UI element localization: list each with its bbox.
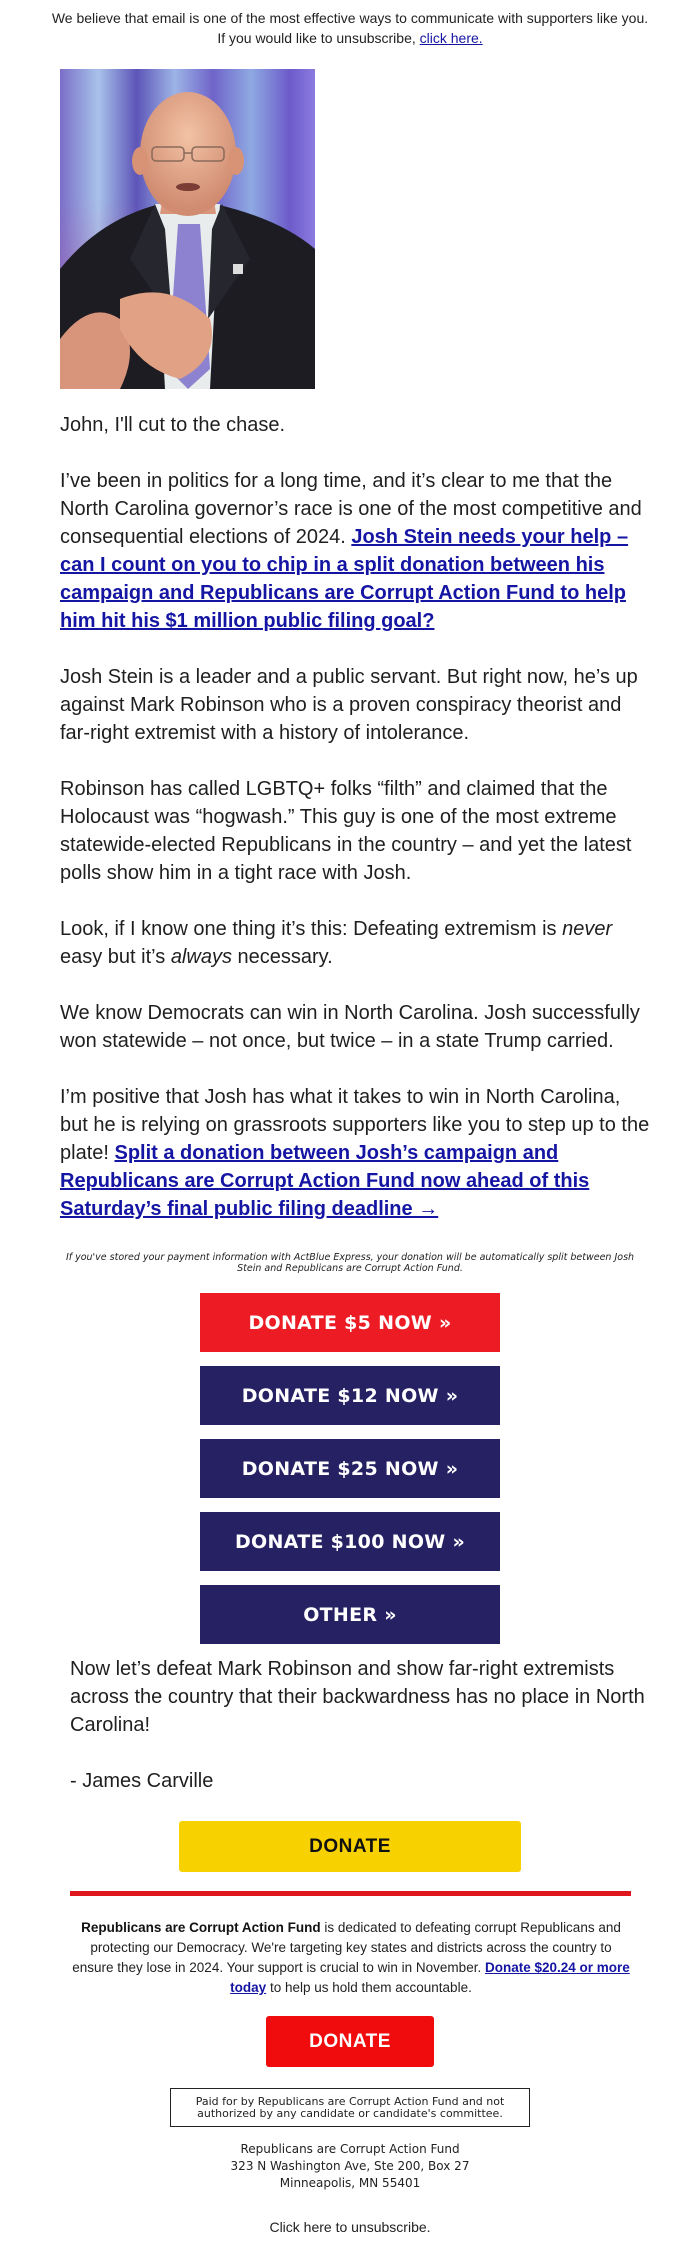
signature: - James Carville (70, 1770, 214, 1792)
paragraph-1-text: I’ve been in politics for a long time, and it’s clear to me that the North Carolina governor’s race is one of the most competitive and consequential elections of 2024. (60, 470, 642, 548)
paragraph-5: We know Democrats can win in North Carolina. Josh successfully won statewide – not once, but twice – in a state Trump carried. (60, 1002, 640, 1052)
paragraph-4 (60, 915, 652, 971)
closing-text: Now let’s defeat Mark Robinson and show far-right extremists across the country that their backwardness has no place in North Carolina! (70, 1658, 645, 1736)
donate-button-red[interactable]: DONATE (266, 2016, 434, 2067)
org-name: Republicans are Corrupt Action Fund (81, 1920, 321, 1935)
preheader (50, 8, 650, 48)
paragraph-1 (60, 467, 652, 635)
address-street: 323 N Washington Ave, Ste 200, Box 27 (230, 2159, 470, 2173)
split-donation-link-1[interactable]: Josh Stein needs your help – can I count on you to chip in a split donation between his campaign and Republicans are Corrupt Action Fund to help him hit his $1 million public filing goal? (60, 526, 629, 632)
paragraph-2: Josh Stein is a leader and a public servant. But right now, he’s up against Mark Robinson who is a proven conspiracy theorist and far-right extremist with a history of intolerance. (60, 666, 638, 744)
paid-for-line-1: Paid for by Republicans are Corrupt Action Fund and not (195, 2094, 505, 2108)
donate-25-button[interactable]: DONATE $25 NOW » (200, 1439, 500, 1498)
emphasis-always: always (170, 946, 232, 968)
address-name: Republicans are Corrupt Action Fund (240, 2142, 460, 2156)
donate-100-button[interactable]: DONATE $100 NOW » (200, 1512, 500, 1571)
preheader-text: We believe that email is one of the most effective ways to communicate with supporters like you. If you would like to unsubscribe, (51, 10, 649, 46)
donate-2024-link[interactable]: Donate $20.24 or more today (230, 1960, 630, 1995)
donate-button-yellow[interactable]: DONATE (179, 1821, 521, 1872)
portrait-photo (60, 69, 315, 389)
paragraph-6-text: I’m positive that Josh has what it takes to win in North Carolina, but he is relying on grassroots supporters like you to step up to the plate! (60, 1086, 650, 1164)
letter-body (60, 411, 652, 1251)
unsubscribe-link[interactable]: click here. (419, 30, 483, 46)
paragraph-4-text-c: necessary. (231, 946, 333, 968)
donate-5-button[interactable]: DONATE $5 NOW » (200, 1293, 500, 1352)
about-org (68, 1918, 634, 1998)
donate-12-button[interactable]: DONATE $12 NOW » (200, 1366, 500, 1425)
closing (70, 1655, 650, 1823)
divider (70, 1891, 631, 1896)
paragraph-3: Robinson has called LGBTQ+ folks “filth” and claimed that the Holocaust was “hogwash.” This guy is one of the most extreme statewide-elected Republicans in the country – and yet the latest polls show him in a tight race with Josh. (60, 778, 632, 884)
address-city: Minneapolis, MN 55401 (279, 2176, 421, 2190)
actblue-disclaimer: If you've stored your payment information with ActBlue Express, your donation will be automatically split between Josh Stein and Republicans are Corrupt Action Fund. (65, 1252, 635, 1274)
greeting: John, I'll cut to the chase. (60, 414, 286, 436)
portrait-icon (60, 69, 315, 389)
about-text: is dedicated to defeating corrupt Republicans and protecting our Democracy. We're targeting key states and districts across the country to ensure they lose in 2024. Your support is crucial to win in November. (72, 1920, 621, 1975)
mailing-address (150, 2141, 550, 2192)
paragraph-4-text-a: Look, if I know one thing it’s this: Defeating extremism is (60, 918, 563, 940)
emphasis-never: never (562, 918, 613, 940)
paid-for-line-2: authorized by any candidate or candidate's committee. (197, 2106, 503, 2120)
footer-unsubscribe-link[interactable]: Click here to unsubscribe. (269, 2219, 431, 2235)
about-tail: to help us hold them accountable. (266, 1980, 472, 1995)
paid-for-disclaimer (170, 2088, 530, 2127)
paragraph-6 (60, 1083, 652, 1223)
donate-other-button[interactable]: OTHER » (200, 1585, 500, 1644)
paragraph-4-text-b: easy but it’s (60, 946, 171, 968)
split-donation-link-2[interactable]: Split a donation between Josh’s campaign and Republicans are Corrupt Action Fund now ahead of this Saturday’s final public filing deadline → (60, 1142, 590, 1220)
